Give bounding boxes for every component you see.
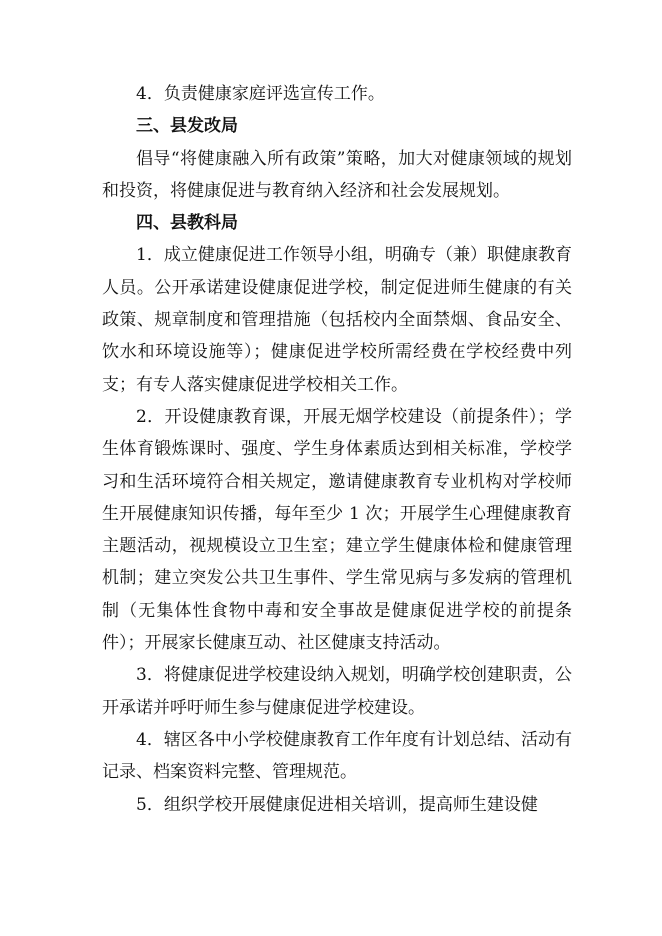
paragraph-item-4: 4．辖区各中小学校健康教育工作年度有计划总结、活动有记录、档案资料完整、管理规范。 [102,729,572,783]
paragraph-item-5: 5．组织学校开展健康促进相关培训，提高师生建设健 [136,794,538,815]
paragraph-development-bureau: 倡导“将健康融入所有政策”策略，加大对健康领域的规划和投资，将健康促进与教育纳入经济和社会发展规划。 [102,148,572,201]
section-heading-education-bureau: 四、县教科局 [136,213,238,234]
document-page [102,78,572,821]
paragraph-item-3: 3．将健康促进学校建设纳入规划，明确学校创建职责，公开承诺并呼吁师生参与健康促进学校建设。 [102,665,572,718]
paragraph-item-4-publicity: 4．负责健康家庭评选宣传工作。 [136,84,385,104]
paragraph-item-1: 1．成立健康促进工作领导小组，明确专（兼）职健康教育人员。公开承诺建设健康促进学校，制定促进师生健康的有关政策、规章制度和管理措施（包括校内全面禁烟、食品安全、饮水和环境设施等）；健康促进学校所需经费在学校经费中列支；有专人落实健康促进学校相关工作。 [102,245,572,395]
section-heading-development-bureau: 三、县发改局 [136,116,238,137]
paragraph-item-2: 2．开设健康教育课，开展无烟学校建设（前提条件）；学生体育锻炼课时、强度、学生身体素质达到相关标准，学校学习和生活环境符合相关规定，邀请健康教育专业机构对学校师生开展健康知识传播，每年至少 1 次；开展学生心理健康教育主题活动，视规模设立卫生室；建立学生健康体检和健康管理机制；建立突发公共卫生事件、学生常见病与多发病的管理机制（无集体性食物中毒和安全事故是健康促进学校的前提条件）；开展家长健康互动、社区健康支持活动。 [102,406,572,654]
